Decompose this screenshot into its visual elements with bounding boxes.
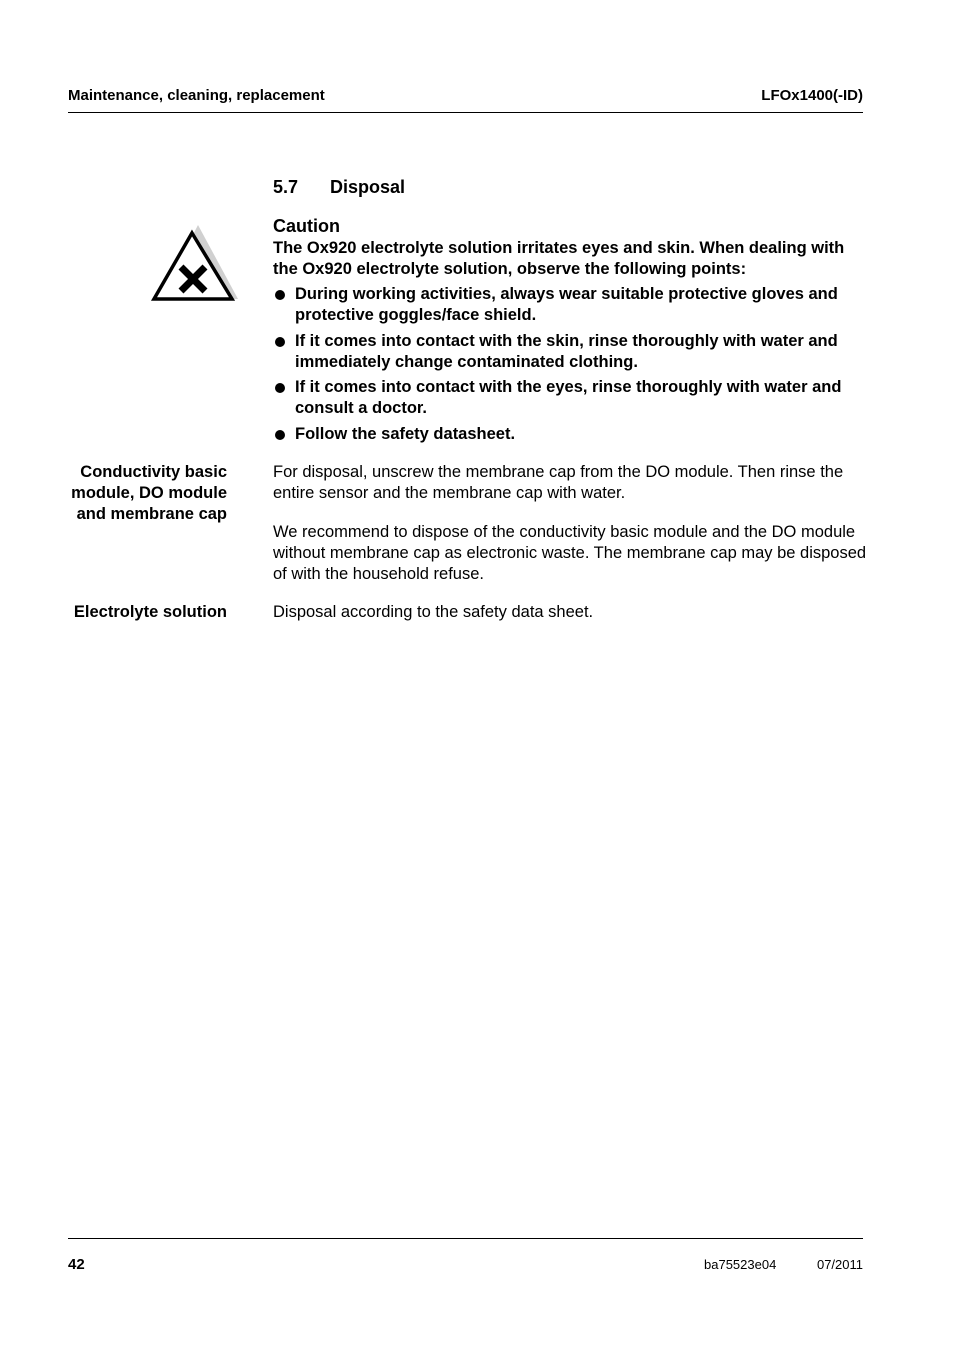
harmful-irritant-icon <box>150 222 240 302</box>
caution-intro: The Ox920 electrolyte solution irritates eyes and skin. When dealing with the Ox920 electrolyte solution, observe the following points: <box>273 239 845 278</box>
paragraph: We recommend to dispose of the conductivity basic module and the DO module without membrane cap as electronic waste. The membrane cap may be disposed of with the household refuse. <box>273 523 867 583</box>
caution-bullet: During working activities, always wear suitable protective gloves and protective goggles/face shield. <box>273 284 868 326</box>
paragraph: For disposal, unscrew the membrane cap from the DO module. Then rinse the entire sensor and the membrane cap with water. <box>273 463 844 502</box>
page-number: 42 <box>68 1256 85 1273</box>
bullet-icon <box>275 290 285 300</box>
section-title: Disposal <box>330 177 406 197</box>
caution-bullet: If it comes into contact with the skin, rinse thoroughly with water and immediately change contaminated clothing. <box>273 331 868 373</box>
paragraph: Disposal according to the safety data sheet. <box>273 603 594 621</box>
section-number: 5.7 <box>273 177 299 197</box>
margin-label-modules: Conductivity basic module, DO module and membrane cap <box>71 463 227 523</box>
footer-rule <box>68 1238 863 1239</box>
running-header-chapter: Maintenance, cleaning, replacement <box>68 87 325 104</box>
section-heading <box>273 177 405 198</box>
caution-bullet: Follow the safety datasheet. <box>273 424 868 445</box>
document-date: 07/2011 <box>816 1257 863 1272</box>
bullet-icon <box>275 430 285 440</box>
margin-label-electrolyte: Electrolyte solution <box>73 603 227 621</box>
document-id: ba75523e04 <box>704 1257 777 1272</box>
running-header-product: LFOx1400(-ID) <box>761 87 863 104</box>
bullet-icon <box>275 337 285 347</box>
bullet-icon <box>275 383 285 393</box>
header-rule <box>68 112 863 113</box>
caution-bullet: If it comes into contact with the eyes, rinse thoroughly with water and consult a doctor. <box>273 377 868 419</box>
caution-title: Caution <box>273 216 340 236</box>
